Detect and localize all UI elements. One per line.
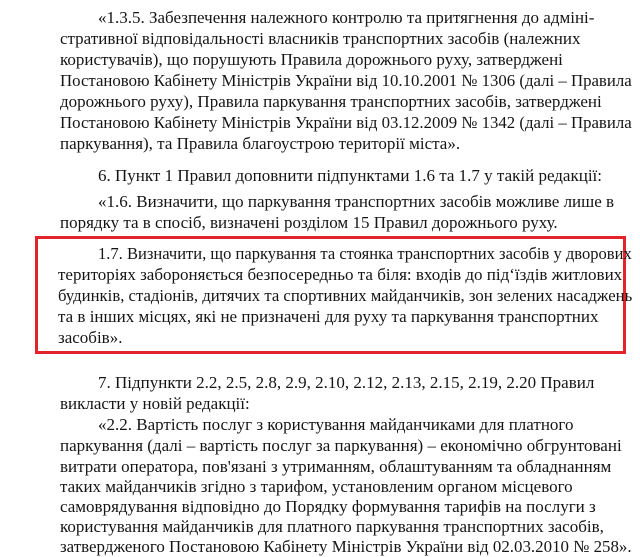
para-1-7-line: будинків, стадіонів, дитячих та спортивних майданчиків, зон зелених насаджень — [58, 286, 633, 305]
para-1-3-5-line: користувачів), що порушують Правила дорожнього руху, затверджені — [60, 50, 563, 69]
para-1-3-5-line: стративної відповідальності власників транспортних засобів (належних — [60, 29, 581, 48]
para-1-3-5-line: Постановою Кабінету Міністрів України від 03.12.2009 № 1342 (далі – Правила — [60, 113, 632, 132]
para-1-6-line: «1.6. Визначити, що паркування транспортних засобів можливе лише в — [98, 192, 615, 211]
para-1-7-line: 1.7. Визначити, що паркування та стоянка транспортних засобів у дворових — [98, 244, 632, 263]
para-1-3-5-line: «1.3.5. Забезпечення належного контролю та притягнення до адміні- — [98, 8, 595, 27]
para-2-2-line: витрати оператора, пов'язані з утриманням, облаштуванням та обладнанням — [60, 457, 612, 476]
para-2-2-line: «2.2. Вартість послуг з користування майданчиками для платного — [98, 415, 574, 434]
para-2-2-line: самоврядування відповідно до Порядку формування тарифів на послуги з — [60, 497, 596, 516]
para-1-3-5-line: паркування), та Правила благоустрою території міста». — [60, 134, 461, 153]
para-1-7-line: та в інших місцях, які не призначені для руху та паркування транспортних — [58, 307, 599, 326]
para-1-7-line: територіях забороняється безпосередньо та біля: входів до під‘їздів житлових — [58, 265, 623, 284]
para-1-6-line: порядку та в спосіб, визначені розділом 15 Правил дорожнього руху. — [60, 213, 558, 232]
para-2-2-line: таких майданчиків згідно з тарифом, установленим органом місцевого — [60, 477, 573, 496]
para-2-2-line: затвердженого Постановою Кабінету Міністрів України від 02.03.2010 № 258». — [60, 537, 632, 556]
para-1-3-5-line: дорожнього руху), Правила паркування транспортних засобів, затверджені — [60, 92, 602, 111]
para-2-2-line: користування майданчиків для платного паркування транспортних засобів, — [60, 517, 604, 536]
para-6-line: 6. Пункт 1 Правил доповнити підпунктами 1.6 та 1.7 у такій редакції: — [98, 166, 602, 185]
para-1-7-line: засобів». — [58, 328, 123, 347]
para-2-2-line: паркування (далі – вартість послуг за паркування) – економічно обгрунтовані — [60, 436, 622, 455]
para-1-3-5-line: Постановою Кабінету Міністрів України від 10.10.2001 № 1306 (далі – Правила — [60, 71, 632, 90]
para-7-line: 7. Підпункти 2.2, 2.5, 2.8, 2.9, 2.10, 2.12, 2.13, 2.15, 2.19, 2.20 Правил — [98, 373, 595, 392]
para-7-line: викласти у новій редакції: — [60, 394, 250, 413]
